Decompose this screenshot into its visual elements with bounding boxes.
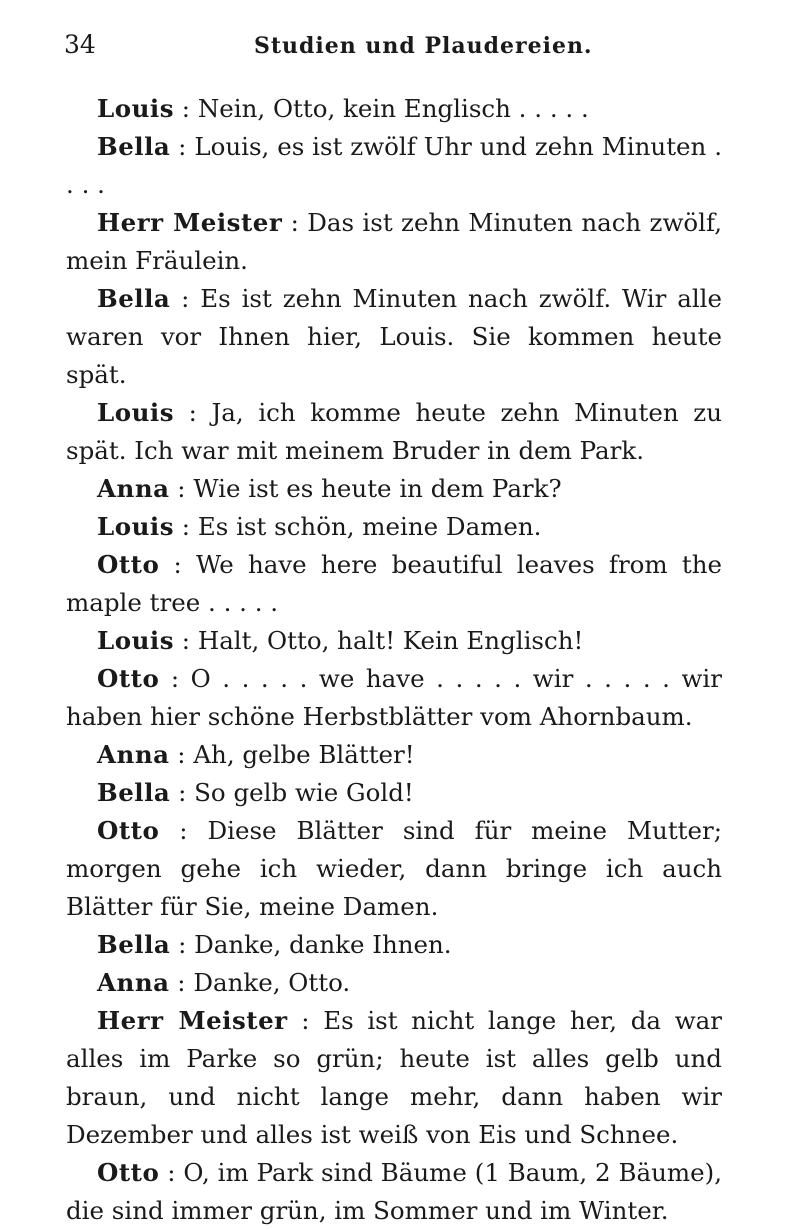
speaker-name: Otto <box>97 816 160 845</box>
speech-text: Ah, gelbe Blätter! <box>193 740 415 769</box>
speech-text: Danke, danke Ihnen. <box>194 930 452 959</box>
dialogue-line: Bella : Louis, es ist zwölf Uhr und zehn Minuten . . . . <box>66 132 722 199</box>
speaker-name: Otto <box>97 550 160 579</box>
speech-text: Das ist zehn Minuten nach zwölf, mein Fräulein. <box>66 208 723 275</box>
speaker-name: Louis <box>97 512 174 541</box>
speech-text: Halt, Otto, halt! Kein Englisch! <box>197 626 584 655</box>
speaker-name: Anna <box>97 740 170 769</box>
speaker-name: Herr Meister <box>97 208 283 237</box>
speaker-name: Bella <box>97 778 171 807</box>
speech-text: We have here beautiful leaves from the maple tree . . . . . <box>66 550 722 617</box>
dialogue-line: Anna : Danke, Otto. <box>97 968 351 997</box>
speech-text: O . . . . . we have . . . . . wir . . . . . wir haben hier schöne Herbstblätter vom Ahornbaum. <box>66 664 722 731</box>
speech-text: Es ist schön, meine Damen. <box>197 512 542 541</box>
speech-text: O, im Park sind Bäume (1 Baum, 2 Bäume), die sind immer grün, im Sommer und im Winter. <box>66 1158 722 1225</box>
speaker-name: Anna <box>97 474 170 503</box>
page-number: 34 <box>64 30 96 59</box>
speaker-name: Otto <box>97 1158 160 1187</box>
speech-text: Wie ist es heute in dem Park? <box>193 474 562 503</box>
speech-text: Danke, Otto. <box>193 968 351 997</box>
dialogue-line: Louis : Nein, Otto, kein Englisch . . . . . <box>97 94 589 123</box>
dialogue-line: Otto : O, im Park sind Bäume (1 Baum, 2 Bäume), die sind immer grün, im Sommer und im Winter. <box>66 1158 722 1225</box>
dialogue-line: Bella : Es ist zehn Minuten nach zwölf. Wir alle waren vor Ihnen hier, Louis. Sie kommen heute spät. <box>66 284 722 389</box>
speaker-name: Herr Meister <box>97 1006 288 1035</box>
dialogue-line: Bella : So gelb wie Gold! <box>97 778 414 807</box>
speech-text: Ja, ich komme heute zehn Minuten zu spät. Ich war mit meinem Bruder in dem Park. <box>66 398 722 465</box>
speaker-name: Louis <box>97 626 174 655</box>
dialogue-text <box>66 90 722 1230</box>
speech-text: Es ist nicht lange her, da war alles im Parke so grün; heute ist alles gelb und braun, und nicht lange mehr, dann haben wir Dezember und alles ist weiß von Eis und Schnee. <box>66 1006 722 1149</box>
dialogue-line: Herr Meister : Es ist nicht lange her, da war alles im Parke so grün; heute ist alles gelb und braun, und nicht lange mehr, dann haben wir Dezember und alles ist weiß von Eis und Schnee. <box>66 1006 722 1149</box>
speaker-name: Louis <box>97 94 174 123</box>
speech-text: Nein, Otto, kein Englisch . . . . . <box>197 94 589 123</box>
speech-text: So gelb wie Gold! <box>194 778 414 807</box>
speech-text: Louis, es ist zwölf Uhr und zehn Minuten . . . . <box>66 132 722 199</box>
dialogue-line: Louis : Es ist schön, meine Damen. <box>97 512 542 541</box>
dialogue-line: Anna : Wie ist es heute in dem Park? <box>97 474 562 503</box>
running-head: Studien und Plaudereien. <box>254 33 593 59</box>
dialogue-line: Louis : Halt, Otto, halt! Kein Englisch! <box>97 626 584 655</box>
speaker-name: Anna <box>97 968 170 997</box>
speaker-name: Louis <box>97 398 174 427</box>
speaker-name: Bella <box>97 284 171 313</box>
speech-text: Diese Blätter sind für meine Mutter; morgen gehe ich wieder, dann bringe ich auch Blätter für Sie, meine Damen. <box>66 816 722 921</box>
speech-text: Es ist zehn Minuten nach zwölf. Wir alle waren vor Ihnen hier, Louis. Sie kommen heute spät. <box>66 284 722 389</box>
dialogue-line: Louis : Ja, ich komme heute zehn Minuten zu spät. Ich war mit meinem Bruder in dem Park. <box>66 398 722 465</box>
dialogue-line: Bella : Danke, danke Ihnen. <box>97 930 452 959</box>
speaker-name: Bella <box>97 132 171 161</box>
page-header <box>64 30 724 70</box>
speaker-name: Bella <box>97 930 171 959</box>
dialogue-line: Otto : We have here beautiful leaves from the maple tree . . . . . <box>66 550 722 617</box>
speaker-name: Otto <box>97 664 160 693</box>
dialogue-line: Otto : O . . . . . we have . . . . . wir . . . . . wir haben hier schöne Herbstblätter vom Ahornbaum. <box>66 664 722 731</box>
dialogue-line: Otto : Diese Blätter sind für meine Mutter; morgen gehe ich wieder, dann bringe ich auch Blätter für Sie, meine Damen. <box>66 816 722 921</box>
dialogue-line: Herr Meister : Das ist zehn Minuten nach zwölf, mein Fräulein. <box>66 208 723 275</box>
dialogue-line: Anna : Ah, gelbe Blätter! <box>97 740 415 769</box>
